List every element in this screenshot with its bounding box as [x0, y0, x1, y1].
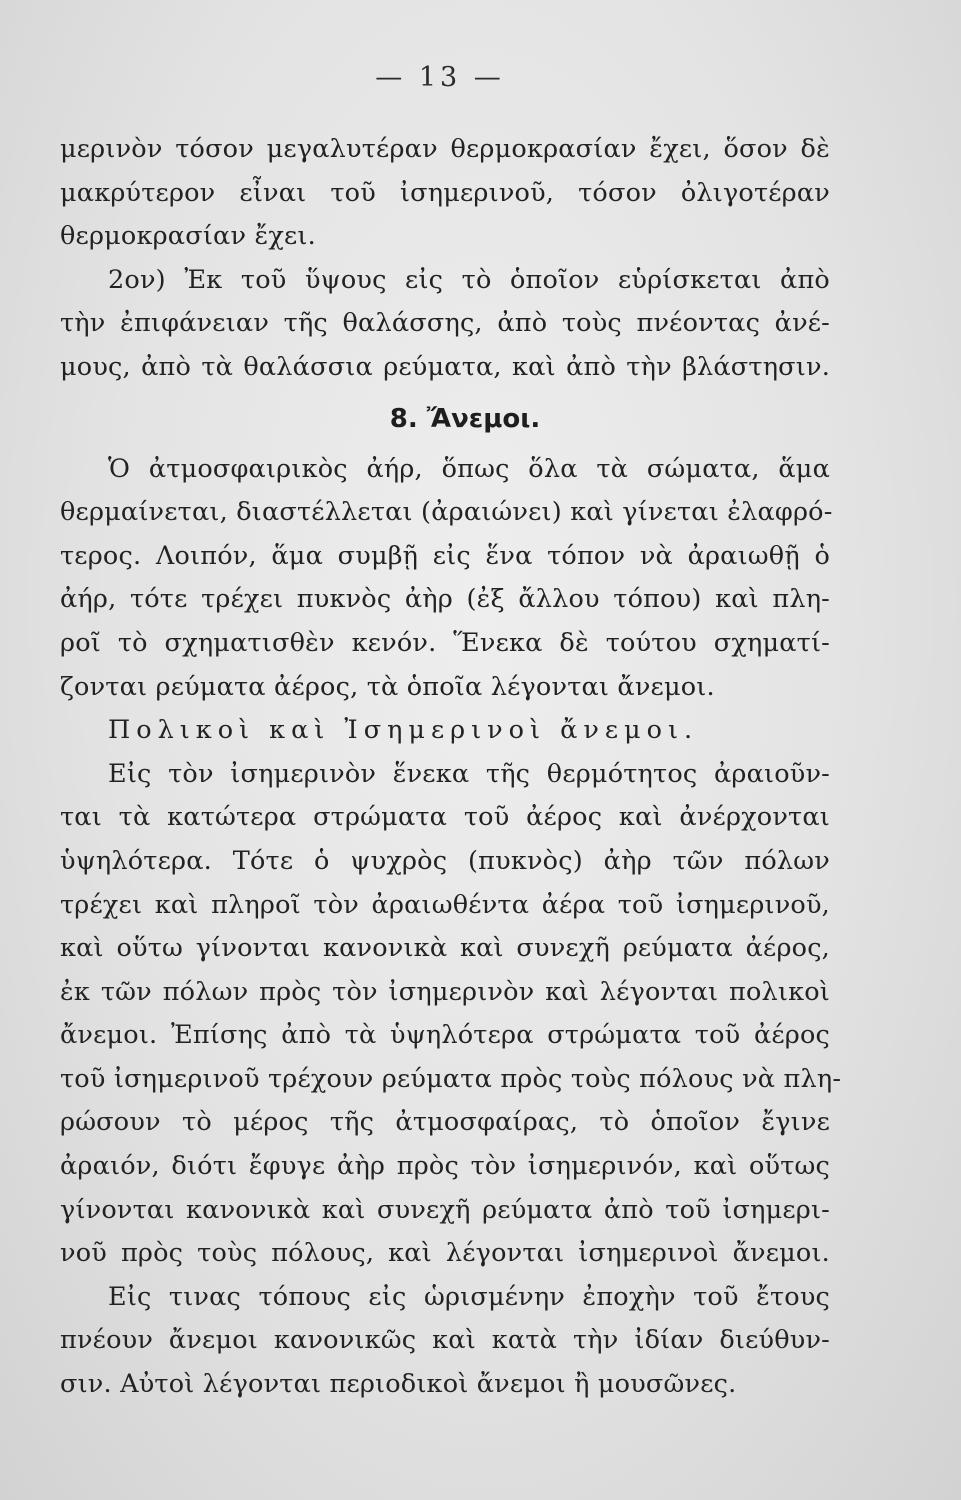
text-line: ἀραιόν, διότι ἔφυγε ἀὴρ πρὸς τὸν ἰσημερινόν, καὶ οὕτως — [60, 1151, 830, 1182]
text-line: Ὁ ἀτμοσφαιρικὸς ἀήρ, ὅπως ὅλα τὰ σώματα, ἅμα — [108, 453, 830, 484]
text-line: μερινὸν τόσον μεγαλυτέραν θερμοκρασίαν ἔχει, ὅσον δὲ — [60, 134, 830, 164]
text-line: νοῦ πρὸς τοὺς πόλους, καὶ λέγονται ἰσημερινοὶ ἄνεμοι. — [60, 1238, 830, 1269]
text-line: ὑψηλότερα. Τότε ὁ ψυχρὸς (πυκνὸς) ἀὴρ τῶν πόλων — [60, 845, 830, 876]
text-line: Εἰς τινας τόπους εἰς ὡρισμένην ἐποχὴν τοῦ ἔτους — [108, 1281, 830, 1312]
text-line: τερος. Λοιπόν, ἅμα συμβῇ εἰς ἕνα τόπον νὰ ἀραιωθῇ ὁ — [60, 540, 830, 571]
text-line: πνέουν ἄνεμοι κανονικῶς καὶ κατὰ τὴν ἰδίαν διεύθυν- — [60, 1325, 830, 1356]
text-line: ἄνεμοι. Ἐπίσης ἀπὸ τὰ ὑψηλότερα στρώματα τοῦ ἀέρος — [60, 1020, 830, 1051]
text-line: ροῖ τὸ σχηματισθὲν κενόν. Ἕνεκα δὲ τούτου σχηματί- — [60, 627, 830, 658]
text-line: θερμαίνεται, διαστέλλεται (ἀραιώνει) καὶ γίνεται ἐλαφρό- — [60, 497, 833, 528]
text-line: θερμοκρασίαν ἔχει. — [60, 221, 316, 252]
subheading-line: Πολικοὶ καὶ Ἰσημερινοὶ ἄνεμοι. — [108, 715, 699, 746]
text-line: σιν. Αὐτοὶ λέγονται περιοδικοὶ ἄνεμοι ἢ μουσῶνες. — [60, 1369, 737, 1400]
text-line: 2ον) Ἐκ τοῦ ὕψους εἰς τὸ ὁποῖον εὑρίσκεται ἀπὸ — [108, 264, 830, 295]
text-line: ἐκ τῶν πόλων πρὸς τὸν ἰσημερινὸν καὶ λέγονται πολικοὶ — [60, 976, 830, 1007]
text-line: τρέχει καὶ πληροῖ τὸν ἀραιωθέντα ἀέρα τοῦ ἰσημερινοῦ, — [60, 889, 830, 920]
page-number: — 13 — — [375, 62, 505, 93]
text-line: τοῦ ἰσημερινοῦ τρέχουν ρεύματα πρὸς τοὺς πόλους νὰ πλη- — [60, 1063, 842, 1094]
text-line: μακρύτερον εἶναι τοῦ ἰσημερινοῦ, τόσον ὀλιγοτέραν — [60, 177, 830, 208]
text-line: τὴν ἐπιφάνειαν τῆς θαλάσσης, ἀπὸ τοὺς πνέοντας ἀνέ- — [60, 308, 830, 339]
text-line: ται τὰ κατώτερα στρώματα τοῦ ἀέρος καὶ ἀνέρχονται — [60, 802, 830, 833]
text-line: μους, ἀπὸ τὰ θαλάσσια ρεύματα, καὶ ἀπὸ τὴν βλάστησιν. — [60, 351, 830, 382]
section-heading: 8. Ἄνεμοι. — [389, 403, 541, 434]
text-line: Εἰς τὸν ἰσημερινὸν ἕνεκα τῆς θερμότητος ἀραιοῦν- — [108, 758, 830, 789]
text-line: ἀήρ, τότε τρέχει πυκνὸς ἀὴρ (ἐξ ἄλλου τόπου) καὶ πλη- — [60, 584, 830, 615]
text-line: ρώσουν τὸ μέρος τῆς ἀτμοσφαίρας, τὸ ὁποῖον ἔγινε — [60, 1107, 830, 1138]
text-line: ζονται ρεύματα ἀέρος, τὰ ὁποῖα λέγονται ἄνεμοι. — [60, 671, 715, 702]
text-line: καὶ οὕτω γίνονται κανονικὰ καὶ συνεχῆ ρεύματα ἀέρος, — [60, 933, 830, 964]
text-block — [60, 128, 842, 1407]
text-line: γίνονται κανονικὰ καὶ συνεχῆ ρεύματα ἀπὸ τοῦ ἰσημερι- — [60, 1194, 830, 1225]
